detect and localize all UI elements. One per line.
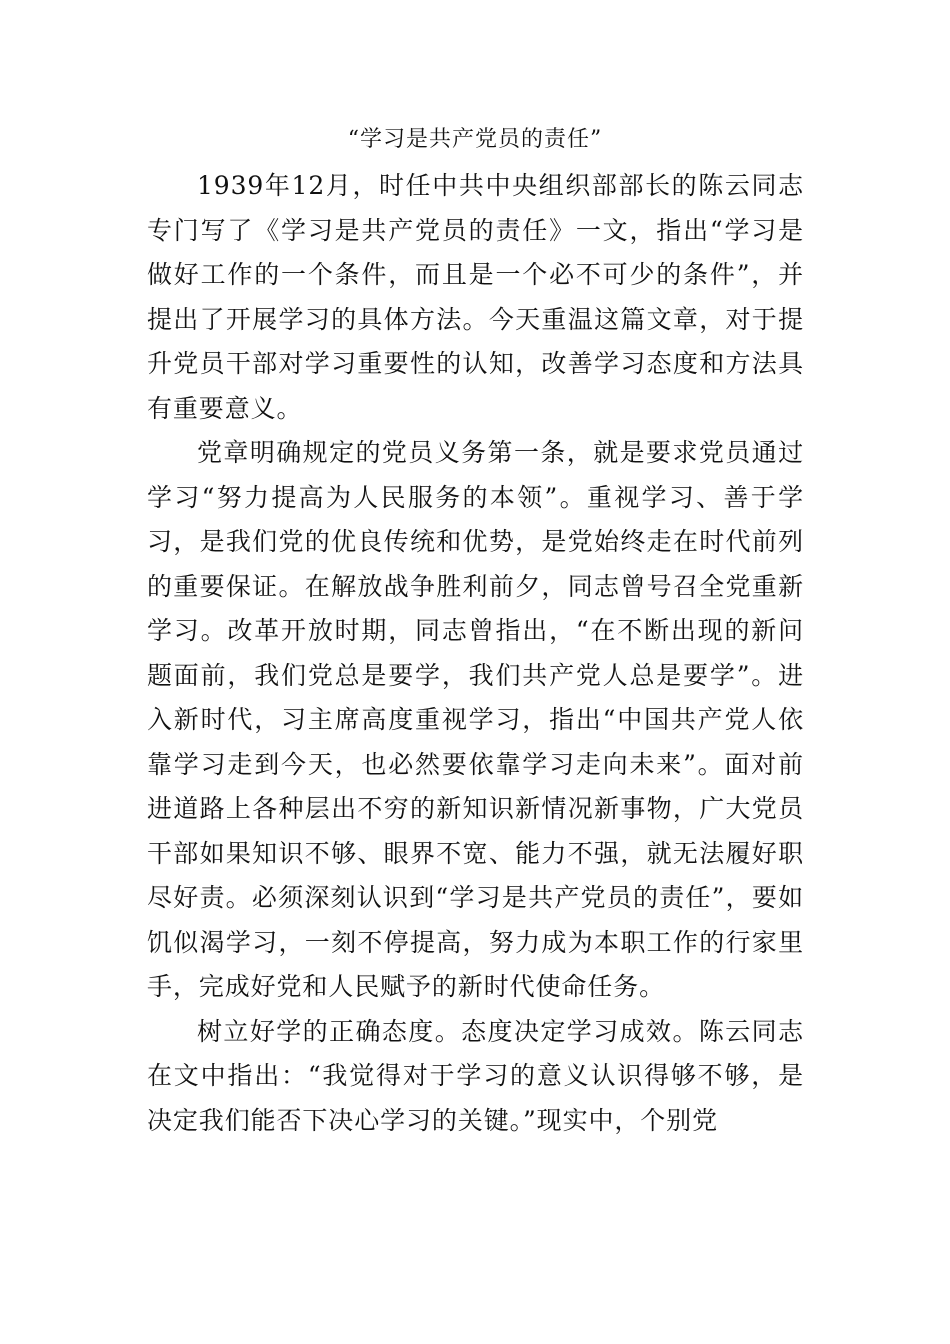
document-body — [147, 164, 804, 1143]
paragraph-3: 树立好学的正确态度。态度决定学习成效。陈云同志在文中指出：“我觉得对于学习的意义认识得够不够，是决定我们能否下决心学习的关键。”现实中，个别党 — [147, 1016, 804, 1135]
document-title: “学习是共产党员的责任” — [347, 127, 603, 152]
paragraph-2: 党章明确规定的党员义务第一条，就是要求党员通过学习“努力提高为人民服务的本领”。重视学习、善于学习，是我们党的优良传统和优势，是党始终走在时代前列的重要保证。在解放战争胜利前夕，同志曾号召全党重新学习。改革开放时期，同志曾指出，“在不断出现的新问题面前，我们党总是要学，我们共产党人总是要学”。进入新时代，习主席高度重视学习，指出“中国共产党人依靠学习走到今天，也必然要依靠学习走向未来”。面对前进道路上各种层出不穷的新知识新情况新事物，广大党员干部如果知识不够、眼界不宽、能力不强，就无法履好职尽好责。必须深刻认识到“学习是共产党员的责任”，要如饥似渴学习，一刻不停提高，努力成为本职工作的行家里手，完成好党和人民赋予的新时代使命任务。 — [147, 438, 804, 1001]
paragraph-1: 1939年12月，时任中共中央组织部部长的陈云同志专门写了《学习是共产党员的责任》一文，指出“学习是做好工作的一个条件，而且是一个必不可少的条件”，并提出了开展学习的具体方法。今天重温这篇文章，对于提升党员干部对学习重要性的认知，改善学习态度和方法具有重要意义。 — [147, 171, 804, 423]
